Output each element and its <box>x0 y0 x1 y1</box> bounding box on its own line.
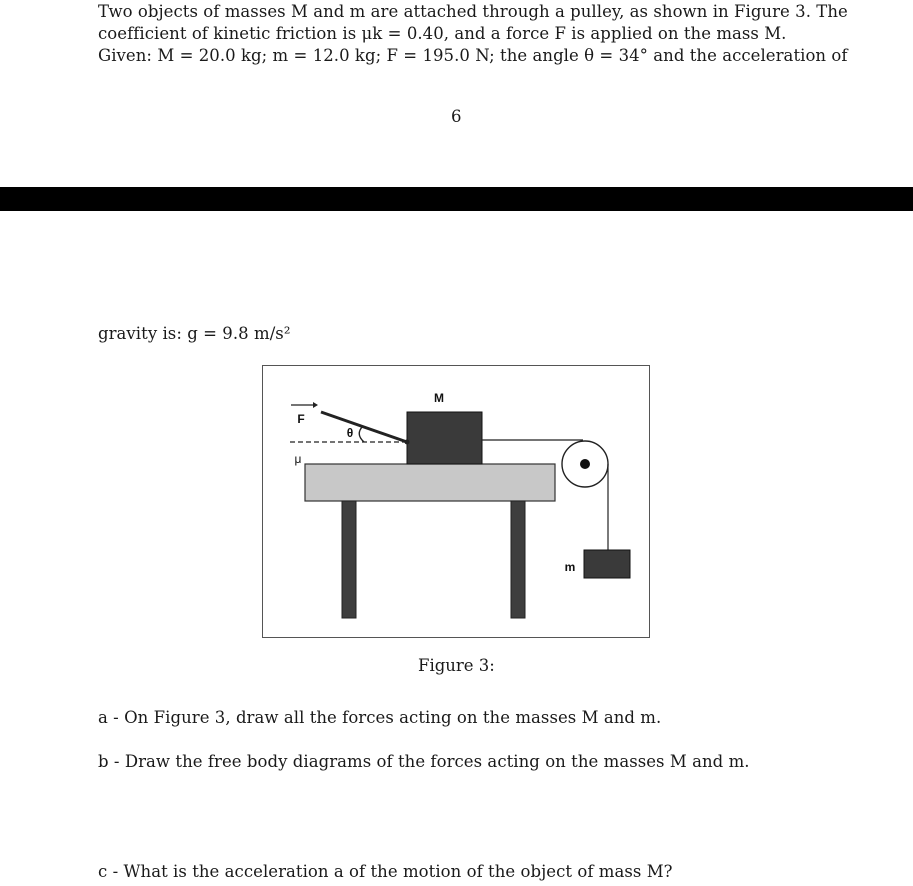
label-m: m <box>564 560 576 574</box>
problem-line-4: gravity is: g = 9.8 m/s² <box>98 324 291 343</box>
force-arrowhead-icon <box>313 402 318 408</box>
label-M: M <box>434 391 444 405</box>
mass-m-block <box>584 550 630 578</box>
table-leg-right <box>511 501 525 618</box>
label-mu: μ <box>294 452 302 466</box>
angle-arc <box>359 426 364 442</box>
question-b: b - Draw the free body diagrams of the forces acting on the masses M and m. <box>98 752 750 771</box>
question-a: a - On Figure 3, draw all the forces acting on the masses M and m. <box>98 708 662 727</box>
problem-line-2: coefficient of kinetic friction is μk = 0.40, and a force F is applied on the mass M. <box>98 24 787 43</box>
problem-line-3: Given: M = 20.0 kg; m = 12.0 kg; F = 195.0 N; the angle θ = 34° and the acceleration of <box>98 46 848 65</box>
question-c: c - What is the acceleration a of the motion of the object of mass M? <box>98 862 673 881</box>
table-leg-left <box>342 501 356 618</box>
mass-M-block <box>407 412 482 464</box>
problem-line-1: Two objects of masses M and m are attached through a pulley, as shown in Figure 3. The <box>98 2 848 21</box>
figure-3 <box>262 365 650 638</box>
label-theta: θ <box>346 426 354 440</box>
page-number: 6 <box>451 107 462 126</box>
pulley-diagram <box>263 366 651 639</box>
page-break-bar <box>0 187 913 211</box>
label-F: F <box>297 412 305 426</box>
applied-force-line <box>321 412 407 442</box>
pulley-axle <box>580 459 590 469</box>
figure-caption: Figure 3: <box>418 656 495 675</box>
force-attach-point <box>405 440 410 445</box>
table-top <box>305 464 555 501</box>
